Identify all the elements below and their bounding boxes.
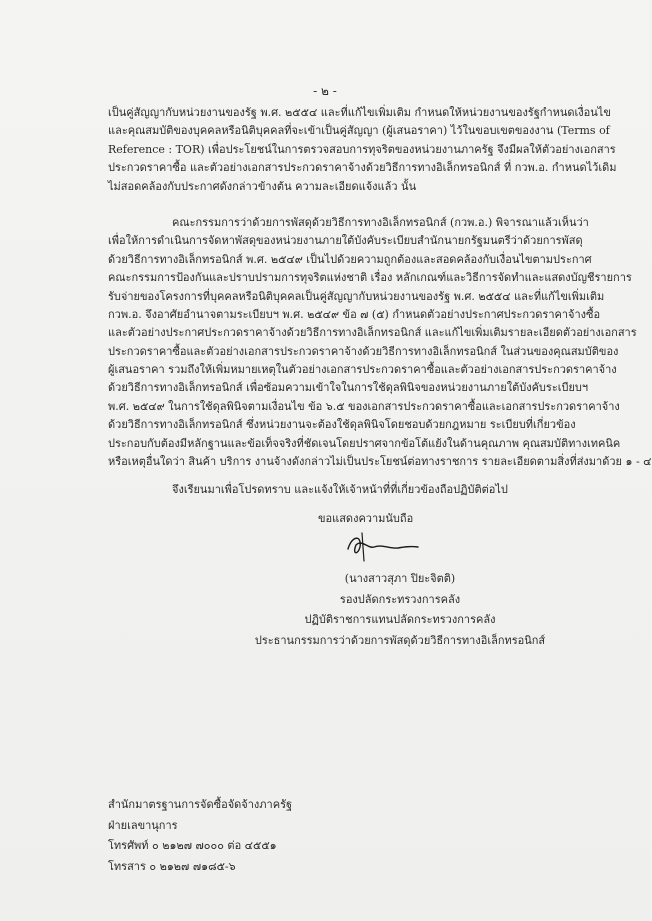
paragraph1-line: ไม่สอดคล้องกับประกาศดังกล่าวข้างต้น ความละเอียดแจ้งแล้ว นั้น [108, 179, 417, 193]
paragraph2-line: หรือเหตุอื่นใดว่า สินค้า บริการ งานจ้างดังกล่าวไม่เป็นประโยชน์ต่อทางราชการ รายละเอียดตามสิ่งที่ส่งมาด้วย ๑ - ๔ [108, 455, 652, 469]
paragraph2-line: คณะกรรมการว่าด้วยการพัสดุด้วยวิธีการทางอิเล็กทรอนิกส์ (กวพ.อ.) พิจารณาแล้วเห็นว่า [172, 215, 589, 229]
paragraph1-line: ประกวดราคาซื้อ และตัวอย่างเอกสารประกวดราคาจ้างด้วยวิธีการทางอิเล็กทรอนิกส์ ที่ กวพ.อ. กำหนดไว้เดิม [108, 161, 617, 175]
paragraph2-line: ประกวดราคาซื้อและตัวอย่างเอกสารประกวดราคาจ้างด้วยวิธีการทางอิเล็กทรอนิกส์ ในส่วนของคุณสมบัติของ [108, 344, 619, 358]
signatory-position: รองปลัดกระทรวงการคลัง [339, 592, 461, 606]
paragraph2-line: กวพ.อ. จึงอาศัยอำนาจตามระเบียบฯ พ.ศ. ๒๕๔๙ ข้อ ๗ (๕) กำหนดตัวอย่างประกาศประกวดราคาจ้างซื้อ [108, 307, 601, 321]
paragraph2-line: ด้วยวิธีการทางอิเล็กทรอนิกส์ เพื่อซ้อมความเข้าใจในการใช้ดุลพินิจของหน่วยงานภายใต้บังคับระเบียบฯ [108, 381, 589, 395]
page-number: - ๒ - [313, 84, 337, 98]
paragraph2-line: ประกอบกับต้องมีหลักฐานและข้อเท็จจริงที่ชัดเจนโดยปราศจากข้อโต้แย้งในด้านคุณภาพ คุณสมบัติทางเทคนิค [108, 436, 621, 450]
paragraph2-line: ผู้เสนอราคา รวมถึงให้เพิ่มหมายเหตุในตัวอย่างเอกสารประกวดราคาซื้อและตัวอย่างเอกสารประกวดราคาจ้าง [108, 363, 617, 377]
letter-body [108, 104, 652, 500]
signatory-name: (นางสาวสุภา ปิยะจิตติ) [344, 572, 456, 585]
signatory-block [250, 569, 550, 651]
handwritten-signature [338, 527, 428, 563]
signatory-position: ปฏิบัติราชการแทนปลัดกระทรวงการคลัง [304, 613, 496, 626]
paragraph2-line: ด้วยวิธีการทางอิเล็กทรอนิกส์ พ.ศ. ๒๕๔๙ เป็นไปด้วยความถูกต้องและสอดคล้องกับเงื่อนไขตามประกาศ [108, 252, 592, 266]
footer-fax: โทรสาร ๐ ๒๑๒๗ ๗๑๘๕-๖ [108, 859, 236, 873]
footer-office: สำนักมาตรฐานการจัดซื้อจัดจ้างภาครัฐ [108, 798, 293, 811]
paragraph1-line: และคุณสมบัติของบุคคลหรือนิติบุคคลที่จะเข้าเป็นคู่สัญญา (ผู้เสนอราคา) ไว้ในขอบเขตของงาน (Terms of [108, 124, 610, 138]
paragraph2-line: คณะกรรมการป้องกันและปราบปรามการทุจริตแห่งชาติ เรื่อง หลักเกณฑ์และวิธีการจัดทำและแสดงบัญชีรายการ [108, 271, 632, 285]
paragraph2-line: ด้วยวิธีการทางอิเล็กทรอนิกส์ ซึ่งหน่วยงานจะต้องใช้ดุลพินิจโดยชอบด้วยกฎหมาย ระเบียบที่เกี่ยวข้อง [108, 418, 576, 432]
footer-unit: ฝ่ายเลขานุการ [108, 818, 178, 832]
paragraph2-line: พ.ศ. ๒๕๔๙ ในการใช้ดุลพินิจตามเงื่อนไข ข้อ ๖.๕ ของเอกสารประกวดราคาซื้อและเอกสารประกวดราคาจ้าง [108, 399, 620, 413]
signatory-position: ประธานกรรมการว่าด้วยการพัสดุด้วยวิธีการทางอิเล็กทรอนิกส์ [254, 633, 546, 647]
footer-phone: โทรศัพท์ ๐ ๒๑๒๗ ๗๐๐๐ ต่อ ๔๕๕๑ [108, 839, 277, 852]
paragraph2-line: เพื่อให้การดำเนินการจัดหาพัสดุของหน่วยงานภายใต้บังคับระเบียบสำนักนายกรัฐมนตรีว่าด้วยการพัสดุ [108, 234, 583, 248]
contact-footer [108, 795, 408, 877]
paragraph1-line: Reference : TOR) เพื่อประโยชน์ในการตรวจสอบการทุจริตของหน่วยงานภาครัฐ จึงมีผลให้ตัวอย่างเอกสาร [108, 142, 616, 156]
paragraph2-line: รับจ่ายของโครงการที่บุคคลหรือนิติบุคคลเป็นคู่สัญญากับหน่วยงานของรัฐ พ.ศ. ๒๕๕๔ และที่แก้ไขเพิ่มเติม [108, 289, 605, 303]
paragraph1-line: เป็นคู่สัญญากับหน่วยงานของรัฐ พ.ศ. ๒๕๕๔ และที่แก้ไขเพิ่มเติม กำหนดให้หน่วยงานของรัฐกำหนดเงื่อนไข [108, 106, 611, 119]
paragraph2-line: และตัวอย่างประกาศประกวดราคาจ้างด้วยวิธีการทางอิเล็กทรอนิกส์ และแก้ไขเพิ่มเติมรายละเอียดตัวอย่างเอกสาร [108, 326, 637, 340]
paragraph3: จึงเรียนมาเพื่อโปรดทราบ และแจ้งให้เจ้าหน้าที่ที่เกี่ยวข้องถือปฏิบัติต่อไป [172, 483, 508, 497]
closing-salutation: ขอแสดงความนับถือ [318, 512, 414, 525]
